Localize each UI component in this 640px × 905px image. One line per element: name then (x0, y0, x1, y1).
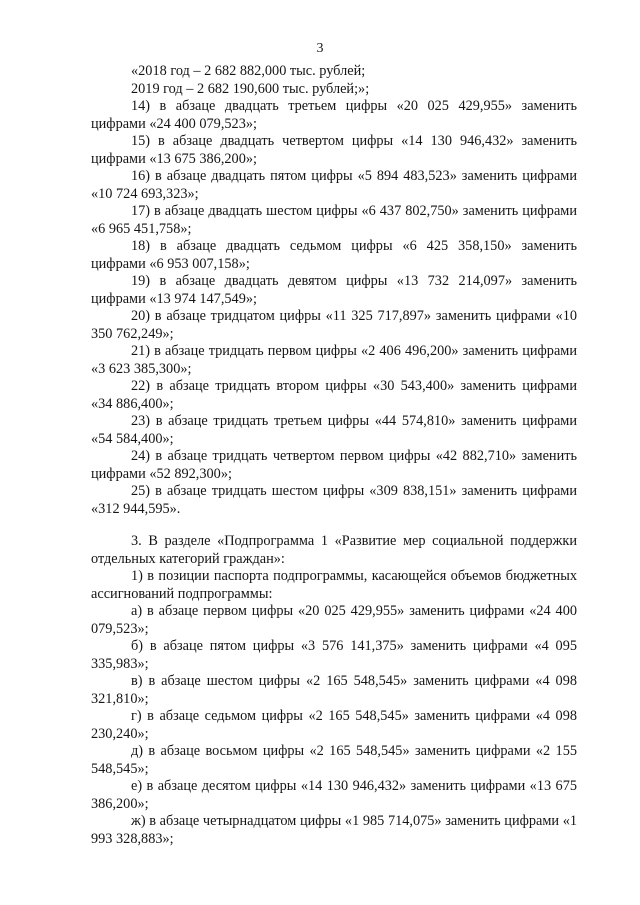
paragraph: е) в абзаце десятом цифры «14 130 946,432» заменить цифрами «13 675 386,200»; (91, 778, 577, 812)
paragraph: 25) в абзаце тридцать шестом цифры «309 838,151» заменить цифрами «312 944,595». (91, 483, 577, 517)
paragraph: 24) в абзаце тридцать четвертом первом цифры «42 882,710» заменить цифрами «52 892,300»; (91, 448, 577, 482)
paragraph: 20) в абзаце тридцатом цифры «11 325 717,897» заменить цифрами «10 350 762,249»; (91, 308, 577, 342)
paragraph: «2018 год – 2 682 882,000 тыс. рублей; (131, 63, 366, 79)
paragraph: б) в абзаце пятом цифры «3 576 141,375» заменить цифрами «4 095 335,983»; (91, 638, 577, 672)
paragraph: 1) в позиции паспорта подпрограммы, касающейся объемов бюджетных ассигнований подпрограммы: (91, 568, 577, 602)
paragraph: а) в абзаце первом цифры «20 025 429,955» заменить цифрами «24 400 079,523»; (91, 603, 577, 637)
paragraph: г) в абзаце седьмом цифры «2 165 548,545» заменить цифрами «4 098 230,240»; (91, 708, 577, 742)
section-heading: 3. В разделе «Подпрограмма 1 «Развитие мер социальной поддержки отдельных категорий граждан»: (91, 533, 577, 567)
paragraph: д) в абзаце восьмом цифры «2 165 548,545» заменить цифрами «2 155 548,545»; (91, 743, 577, 777)
paragraph: 14) в абзаце двадцать третьем цифры «20 025 429,955» заменить цифрами «24 400 079,523»; (91, 98, 577, 132)
paragraph: 21) в абзаце тридцать первом цифры «2 406 496,200» заменить цифрами «3 623 385,300»; (91, 343, 577, 377)
document-body (91, 63, 577, 848)
paragraph: 18) в абзаце двадцать седьмом цифры «6 425 358,150» заменить цифрами «6 953 007,158»; (91, 238, 577, 272)
paragraph: 2019 год – 2 682 190,600 тыс. рублей;»; (131, 80, 370, 97)
paragraph: 16) в абзаце двадцать пятом цифры «5 894 483,523» заменить цифрами «10 724 693,323»; (91, 168, 577, 202)
section-gap (91, 518, 577, 533)
paragraph: 23) в абзаце тридцать третьем цифры «44 574,810» заменить цифрами «54 584,400»; (91, 413, 577, 447)
paragraph: 19) в абзаце двадцать девятом цифры «13 732 214,097» заменить цифрами «13 974 147,549»; (91, 273, 577, 307)
paragraph: ж) в абзаце четырнадцатом цифры «1 985 714,075» заменить цифрами «1 993 328,883»; (91, 813, 577, 847)
paragraph: 15) в абзаце двадцать четвертом цифры «14 130 946,432» заменить цифрами «13 675 386,200»; (91, 133, 577, 167)
page-number: 3 (316, 41, 324, 56)
paragraph: 22) в абзаце тридцать втором цифры «30 543,400» заменить цифрами «34 886,400»; (91, 378, 577, 412)
paragraph: в) в абзаце шестом цифры «2 165 548,545» заменить цифрами «4 098 321,810»; (91, 673, 577, 707)
paragraph: 17) в абзаце двадцать шестом цифры «6 437 802,750» заменить цифрами «6 965 451,758»; (91, 203, 577, 237)
